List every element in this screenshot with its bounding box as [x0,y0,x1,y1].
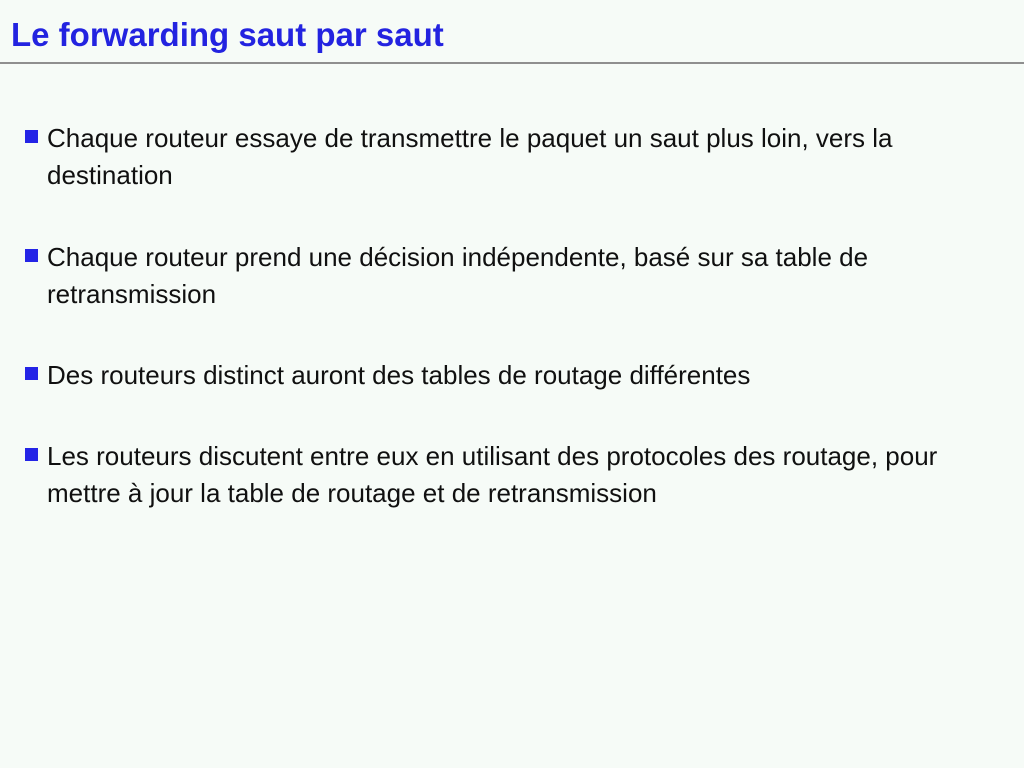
bullet-text: Les routeurs discutent entre eux en utilisant des protocoles des routage, pour mettre à jour la table de routage et de retransmission [47,441,938,508]
square-bullet-icon [25,448,38,461]
square-bullet-icon [25,367,38,380]
title-bar [0,0,1024,64]
bullet-text: Des routeurs distinct auront des tables de routage différentes [47,360,751,390]
square-bullet-icon [25,249,38,262]
slide-title: Le forwarding saut par saut [11,16,444,53]
square-bullet-icon [25,130,38,143]
bullet-text: Chaque routeur essaye de transmettre le paquet un saut plus loin, vers la destination [47,123,893,190]
bullet-text: Chaque routeur prend une décision indépendente, basé sur sa table de retransmission [47,242,869,309]
